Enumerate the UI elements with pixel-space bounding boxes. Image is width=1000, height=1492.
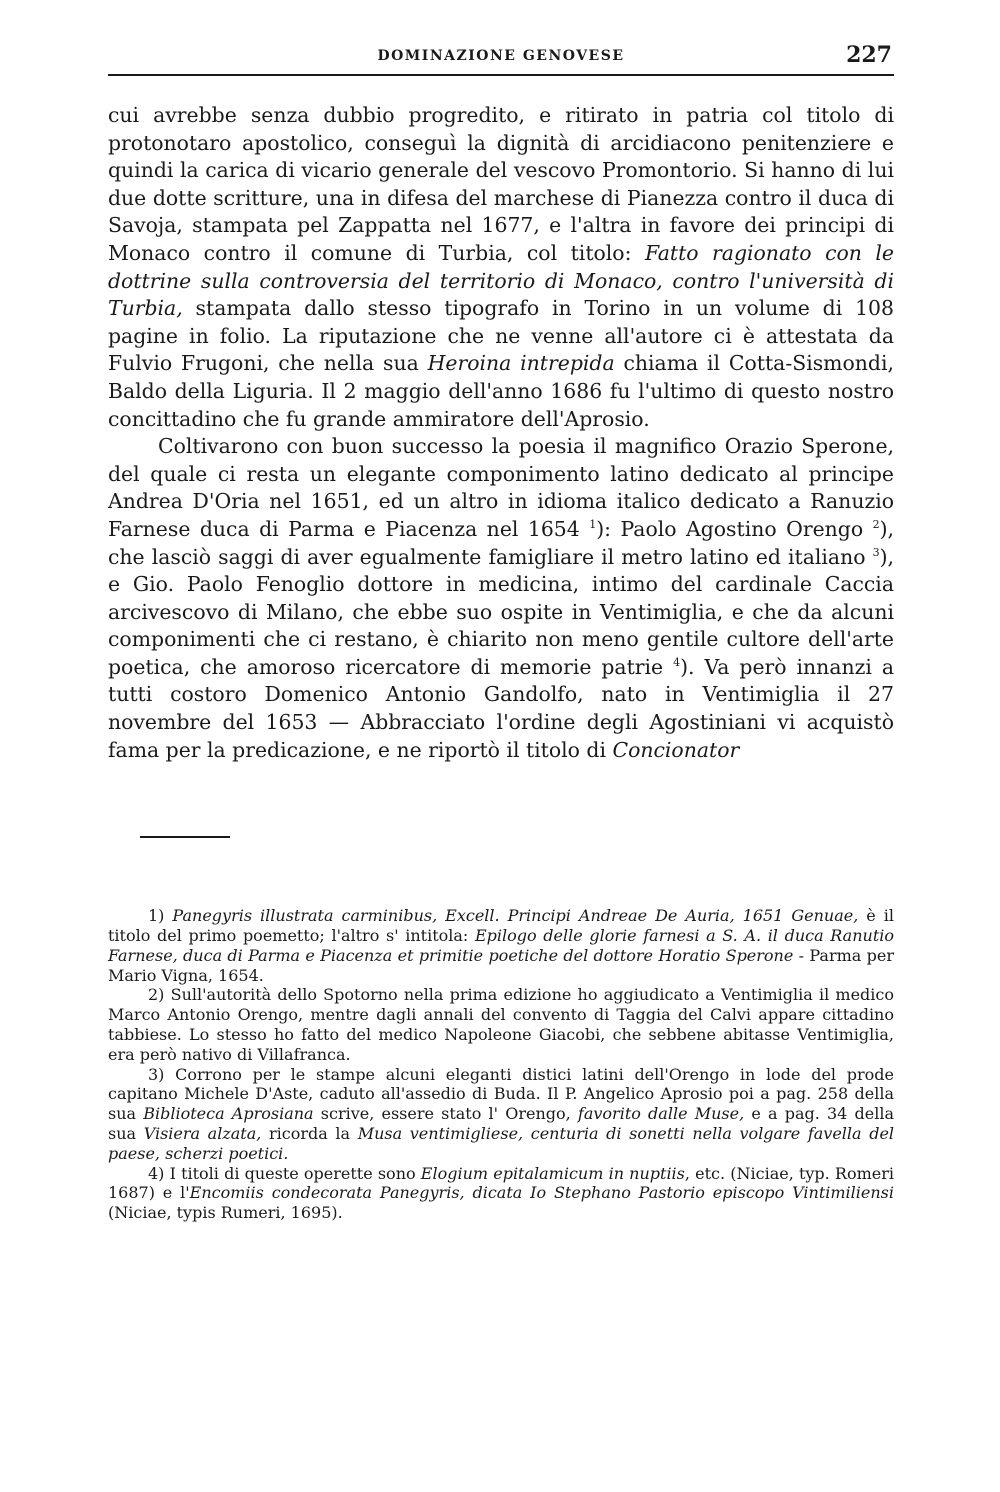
- fn3-title-visiera: Visiera alzata,: [143, 1124, 262, 1144]
- header-rule: [108, 74, 894, 76]
- p2-text-5: ). Va però innanzi a tutti costoro Domenico Antonio Gandolfo, nato in Ventimiglia il 27 novembre del 1653 — Abbracciato l'ordine degli Agostiniani vi acquistò fama per la predicazione, e ne riportò il titolo di: [108, 654, 894, 762]
- fn4-text-1: 4) I titoli di queste operette sono: [148, 1163, 421, 1183]
- footnote-ref-3: 3: [872, 545, 880, 559]
- p1-text-3: chiama il Cotta-Sismondi, Baldo della Liguria. Il 2 maggio dell'anno 1686 fu l'ultimo di questo nostro concittadino che fu grande ammiratore dell'Aprosio.: [108, 351, 894, 431]
- fn3-title-biblioteca: Biblioteca Aprosiana: [143, 1104, 314, 1124]
- running-title: DOMINAZIONE GENOVESE: [377, 48, 625, 64]
- p2-text-1: Coltivarono con buon successo la poesia il magnifico Orazio Sperone, del quale ci resta un elegante componimento latino dedicato al principe Andrea D'Oria nel 1651, ed un altro in idioma italico dedicato a Ranuzio Farnese duca di Parma e Piacenza nel 1654: [108, 434, 894, 541]
- book-page: [108, 38, 894, 1223]
- footnote-rule: [140, 836, 230, 838]
- p2-text-2: ): Paolo Agostino Orengo: [596, 516, 873, 541]
- footnote-ref-2: 2: [872, 518, 880, 532]
- p1-title-fatto-ragionato: Fatto ragionato con le dottrine sulla controversia del territorio di Monaco, contro l'università di Turbia,: [108, 240, 894, 321]
- fn3-text-2: scrive, essere stato l' Orengo,: [313, 1104, 578, 1124]
- p2-text-4: ), e Gio. Paolo Fenoglio dottore in medicina, intimo del cardinale Caccia arcivescovo di Milano, che ebbe suo ospite in Ventimiglia, e che da alcuni componimenti che ci restano, è chiarito non meno gentile cultore dell'arte poetica, che amoroso ricercatore di memorie patrie: [108, 544, 894, 679]
- paragraph-1: [108, 102, 894, 433]
- fn3-text-3: e a pag. 34 della sua: [108, 1104, 895, 1144]
- p2-text-3: ), che lasciò saggi di aver egualmente famigliare il metro latino ed italiano: [108, 516, 894, 569]
- fn3-title-musa: Musa ventimigliese, centuria di sonetti nella volgare favella del paese, scherzi poetici.: [108, 1124, 895, 1163]
- fn1-title-epilogo: Epilogo delle glorie farnesi a S. A. il duca Ranutio Farnese, duca di Parma e Piacenza et primitie poetiche del dottore Horatio Sperone: [108, 926, 895, 965]
- footnote-2: [108, 985, 894, 1064]
- page-number: 227: [846, 42, 892, 68]
- fn4-text-3: (Niciae, typis Rumeri, 1695).: [108, 1203, 343, 1223]
- page-header: [108, 38, 894, 76]
- p2-concionator: Concionator: [612, 737, 740, 762]
- fn4-text-2: , etc. (Niciae, typ. Romeri 1687) e l': [108, 1163, 894, 1203]
- footnote-4: [108, 1164, 894, 1223]
- footnote-ref-1: 1: [589, 518, 597, 532]
- fn4-title-elogium: Elogium epitalamicum in nuptiis: [420, 1163, 685, 1183]
- p1-text-1: cui avrebbe senza dubbio progredito, e ritirato in patria col titolo di protonotaro apostolico, conseguì la dignità di arcidiacono penitenziere e quindi la carica di vicario generale del vescovo Promontorio. Si hanno di lui due dotte scritture, una in difesa del marchese di Pianezza contro il duca di Savoja, stampata pel Zappatta nel 1677, e l'altra in favore dei principi di Monaco contro il comune di Turbia, col titolo:: [108, 103, 894, 265]
- fn4-title-encomiis: Encomiis condecorata Panegyris, dicata Io Stephano Pastorio episcopo Vintimiliensi: [189, 1183, 894, 1203]
- fn3-text-1: 3) Corrono per le stampe alcuni eleganti distici latini dell'Orengo in lode del prode capitano Michele D'Aste, caduto all'assedio di Buda. Il P. Angelico Aprosio poi a pag. 258 della sua: [108, 1064, 894, 1124]
- paragraph-2: [108, 433, 894, 764]
- fn3-text-4: ricorda la: [261, 1124, 358, 1144]
- p1-text-2: stampata dallo stesso tipografo in Torino in un volume di 108 pagine in folio. La riputazione che ne venne all'autore ci è attestata da Fulvio Frugoni, che nella sua: [108, 296, 894, 376]
- footnotes: [108, 906, 894, 1223]
- p1-title-heroina: Heroina intrepida: [427, 351, 615, 376]
- fn1-text-1: è il titolo del primo poemetto; l'altro s' intitola:: [108, 906, 895, 946]
- fn1-marker: 1): [148, 906, 173, 926]
- fn1-title-panegyris: Panegyris illustrata carminibus, Excell. Principi Andreae De Auria, 1651 Genuae,: [172, 906, 859, 926]
- fn2-text: 2) Sull'autorità dello Spotorno nella prima edizione ho aggiudicato a Ventimiglia il medico Marco Antonio Orengo, mentre dagli annali del convento di Taggia del Calvi appare cittadino tabbiese. Lo stesso ho fatto del medico Napoleone Giacobi, che sebbene abitasse Ventimiglia, era però nativo di Villafranca.: [108, 985, 894, 1064]
- footnote-ref-4: 4: [673, 656, 681, 670]
- fn3-favorito: favorito dalle Muse,: [577, 1104, 745, 1124]
- footnote-1: [108, 906, 894, 985]
- footnote-3: [108, 1065, 894, 1164]
- fn1-text-2: - Parma per Mario Vigna, 1654.: [108, 945, 895, 985]
- main-text: [108, 102, 894, 764]
